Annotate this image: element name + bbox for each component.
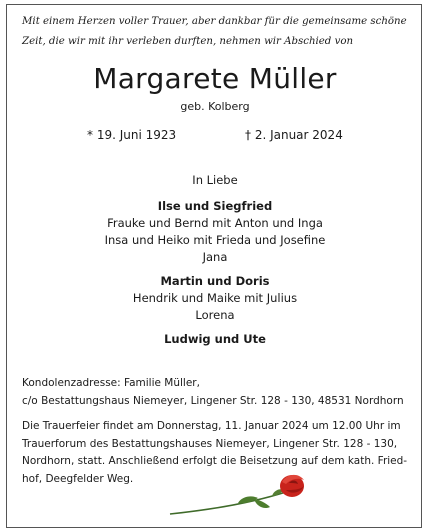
deceased-name: Margarete Müller	[93, 62, 337, 95]
mourner-line: Jana	[202, 250, 228, 264]
rose-icon	[168, 470, 313, 518]
funeral-line: Nordhorn, statt. Anschließend erfolgt die Beisetzung auf dem kath. Fried-	[22, 455, 408, 467]
intro-text	[22, 12, 412, 52]
mourners-heading: In Liebe	[192, 173, 238, 187]
funeral-line: Die Trauerfeier findet am Donnerstag, 11. Januar 2024 um 12.00 Uhr im	[22, 420, 401, 432]
condolence-line: Kondolenzadresse: Familie Müller,	[22, 377, 200, 389]
intro-line: Mit einem Herzen voller Trauer, aber dankbar für die gemeinsame schöne	[22, 16, 407, 27]
mourner-group-lead: Ilse und Siegfried	[157, 199, 273, 213]
birth-name: geb. Kolberg	[180, 100, 250, 113]
mourner-group-lead: Martin und Doris	[160, 274, 270, 288]
mourner-line: Frauke und Bernd mit Anton und Inga	[107, 216, 323, 230]
mourner-line: Lorena	[195, 308, 235, 322]
funeral-line: hof, Deegfelder Weg.	[22, 472, 134, 485]
death-date: † 2. Januar 2024	[245, 128, 343, 142]
mourner-line: Insa und Heiko mit Frieda und Josefine	[104, 233, 326, 247]
birth-date: * 19. Juni 1923	[87, 128, 177, 142]
mourner-line: Hendrik und Maike mit Julius	[132, 291, 298, 305]
funeral-line: Trauerforum des Bestattungshauses Niemeyer, Lingener Str. 128 - 130,	[22, 437, 398, 450]
intro-line: Zeit, die wir mit ihr verleben durften, nehmen wir Abschied von	[22, 36, 354, 47]
condolence-address: c/o Bestattungshaus Niemeyer, Lingener Str. 128 - 130, 48531 Nordhorn	[22, 395, 404, 407]
mourner-group-lead: Ludwig und Ute	[164, 332, 266, 346]
